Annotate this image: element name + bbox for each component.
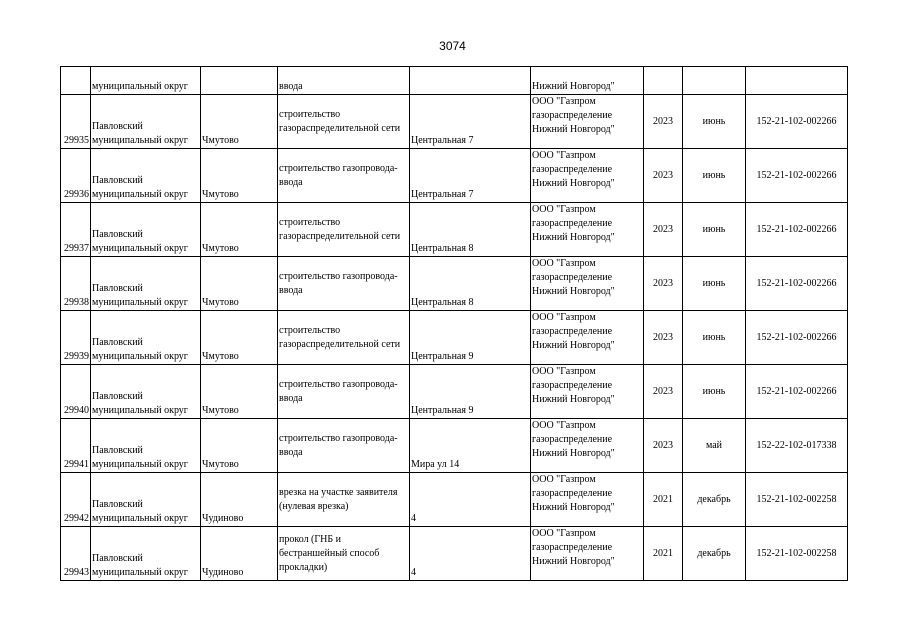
work-line: строительство <box>279 324 341 336</box>
cell-street: Центральная 7 <box>410 149 531 203</box>
table-row <box>61 311 848 365</box>
cell-village <box>201 67 278 95</box>
cell-street: Мира ул 14 <box>410 419 531 473</box>
work-line: строительство газопровода- <box>279 432 398 444</box>
org-line: Нижний Новгород" <box>532 394 615 405</box>
okrug-line: муниципальный округ <box>92 405 188 416</box>
cell-work <box>278 149 410 203</box>
org-line: газораспределение <box>532 434 613 445</box>
cell-okrug <box>91 257 201 311</box>
cell-okrug <box>91 473 201 527</box>
org-line: Нижний Новгород" <box>532 340 615 351</box>
okrug-line: муниципальный округ <box>92 351 188 362</box>
cell-year: 2021 <box>644 527 683 581</box>
cell-street: Центральная 9 <box>410 311 531 365</box>
cell-org <box>531 419 644 473</box>
cell-village: Чудиново <box>201 527 278 581</box>
cell-okrug <box>91 527 201 581</box>
cell-num: 29938 <box>61 257 91 311</box>
cell-street <box>410 67 531 95</box>
cell-okrug <box>91 203 201 257</box>
org-line: газораспределение <box>532 542 613 553</box>
cell-month: декабрь <box>683 527 746 581</box>
table-row <box>61 419 848 473</box>
org-line: ООО "Газпром <box>532 204 596 215</box>
okrug-line: Павловский <box>92 229 143 240</box>
work-line: прокладки) <box>279 561 328 573</box>
org-line: ООО "Газпром <box>532 150 596 161</box>
cell-work: ввода <box>278 67 410 95</box>
org-line: газораспределение <box>532 164 613 175</box>
cell-work <box>278 473 410 527</box>
cell-code: 152-21-102-002266 <box>746 149 848 203</box>
work-line: газораспределительной сети <box>279 338 401 350</box>
cell-work <box>278 311 410 365</box>
cell-month: май <box>683 419 746 473</box>
work-line: строительство газопровода- <box>279 378 398 390</box>
cell-code: 152-21-102-002266 <box>746 365 848 419</box>
table-row <box>61 365 848 419</box>
okrug-line: Павловский <box>92 391 143 402</box>
org-line: Нижний Новгород" <box>532 232 615 243</box>
cell-village: Чмутово <box>201 365 278 419</box>
cell-work <box>278 419 410 473</box>
okrug-line: муниципальный округ <box>92 135 188 146</box>
cell-org <box>531 95 644 149</box>
cell-num: 29936 <box>61 149 91 203</box>
cell-month: июнь <box>683 257 746 311</box>
table-row <box>61 527 848 581</box>
cell-work <box>278 203 410 257</box>
cell-org <box>531 149 644 203</box>
org-line: ООО "Газпром <box>532 258 596 269</box>
cell-month: июнь <box>683 365 746 419</box>
org-line: ООО "Газпром <box>532 366 596 377</box>
cell-org <box>531 203 644 257</box>
cell-village: Чудиново <box>201 473 278 527</box>
cell-org: Нижний Новгород" <box>531 67 644 95</box>
table-row <box>61 257 848 311</box>
cell-street: Центральная 8 <box>410 257 531 311</box>
table-row <box>61 203 848 257</box>
cell-street: Центральная 7 <box>410 95 531 149</box>
org-line: Нижний Новгород" <box>532 448 615 459</box>
cell-month: июнь <box>683 311 746 365</box>
data-table <box>60 66 848 581</box>
cell-year: 2023 <box>644 95 683 149</box>
cell-okrug <box>91 311 201 365</box>
cell-month <box>683 67 746 95</box>
cell-okrug <box>91 149 201 203</box>
cell-org <box>531 527 644 581</box>
cell-village: Чмутово <box>201 311 278 365</box>
cell-year: 2021 <box>644 473 683 527</box>
org-line: ООО "Газпром <box>532 528 596 539</box>
okrug-line: муниципальный округ <box>92 513 188 524</box>
cell-org <box>531 257 644 311</box>
okrug-line: Павловский <box>92 121 143 132</box>
okrug-line: Павловский <box>92 499 143 510</box>
table-row <box>61 149 848 203</box>
cell-code: 152-21-102-002258 <box>746 527 848 581</box>
cell-num: 29939 <box>61 311 91 365</box>
okrug-line: Павловский <box>92 337 143 348</box>
cell-month: декабрь <box>683 473 746 527</box>
work-line: прокол (ГНБ и <box>279 533 341 545</box>
cell-num: 29940 <box>61 365 91 419</box>
work-line: врезка на участке заявителя <box>279 486 398 498</box>
cell-num: 29941 <box>61 419 91 473</box>
org-line: газораспределение <box>532 272 613 283</box>
cell-year: 2023 <box>644 257 683 311</box>
okrug-line: Павловский <box>92 445 143 456</box>
org-line: газораспределение <box>532 326 613 337</box>
cell-num: 29937 <box>61 203 91 257</box>
cell-street: 4 <box>410 527 531 581</box>
page-number: 3074 <box>439 39 466 53</box>
org-line: газораспределение <box>532 380 613 391</box>
cell-okrug <box>91 419 201 473</box>
org-line: газораспределение <box>532 218 613 229</box>
cell-num: 29942 <box>61 473 91 527</box>
work-line: ввода <box>279 446 303 458</box>
cell-year: 2023 <box>644 311 683 365</box>
cell-okrug <box>91 365 201 419</box>
cell-code <box>746 67 848 95</box>
cell-work <box>278 365 410 419</box>
work-line: газораспределительной сети <box>279 122 401 134</box>
cell-work <box>278 527 410 581</box>
org-line: ООО "Газпром <box>532 474 596 485</box>
work-line: бестраншейный способ <box>279 547 380 559</box>
cell-month: июнь <box>683 203 746 257</box>
cell-year: 2023 <box>644 419 683 473</box>
org-line: ООО "Газпром <box>532 96 596 107</box>
cell-okrug <box>91 95 201 149</box>
okrug-line: муниципальный округ <box>92 189 188 200</box>
work-line: ввода <box>279 392 303 404</box>
cell-org <box>531 311 644 365</box>
cell-code: 152-22-102-017338 <box>746 419 848 473</box>
cell-year: 2023 <box>644 149 683 203</box>
work-line: строительство газопровода- <box>279 270 398 282</box>
cell-year: 2023 <box>644 365 683 419</box>
okrug-line: муниципальный округ <box>92 567 188 578</box>
org-line: газораспределение <box>532 110 613 121</box>
cell-year: 2023 <box>644 203 683 257</box>
cell-work <box>278 257 410 311</box>
cell-month: июнь <box>683 149 746 203</box>
org-line: Нижний Новгород" <box>532 502 615 513</box>
cell-code: 152-21-102-002266 <box>746 95 848 149</box>
table-row-continuation <box>61 67 848 95</box>
okrug-line: муниципальный округ <box>92 243 188 254</box>
cell-street: Центральная 8 <box>410 203 531 257</box>
work-line: газораспределительной сети <box>279 230 401 242</box>
okrug-line: муниципальный округ <box>92 459 188 470</box>
cell-village: Чмутово <box>201 419 278 473</box>
cell-work <box>278 95 410 149</box>
cell-num: 29935 <box>61 95 91 149</box>
table-row <box>61 473 848 527</box>
work-line: ввода <box>279 176 303 188</box>
org-line: Нижний Новгород" <box>532 556 615 567</box>
org-line: ООО "Газпром <box>532 420 596 431</box>
cell-code: 152-21-102-002266 <box>746 203 848 257</box>
cell-village: Чмутово <box>201 149 278 203</box>
okrug-line: Павловский <box>92 175 143 186</box>
cell-village: Чмутово <box>201 95 278 149</box>
cell-num: 29943 <box>61 527 91 581</box>
work-line: строительство газопровода- <box>279 162 398 174</box>
cell-village: Чмутово <box>201 257 278 311</box>
okrug-line: Павловский <box>92 283 143 294</box>
work-line: строительство <box>279 108 341 120</box>
cell-year <box>644 67 683 95</box>
work-line: (нулевая врезка) <box>279 500 349 512</box>
work-line: строительство <box>279 216 341 228</box>
cell-org <box>531 365 644 419</box>
okrug-line: муниципальный округ <box>92 297 188 308</box>
table-row <box>61 95 848 149</box>
cell-village: Чмутово <box>201 203 278 257</box>
cell-code: 152-21-102-002266 <box>746 311 848 365</box>
cell-num <box>61 67 91 95</box>
cell-street: Центральная 9 <box>410 365 531 419</box>
cell-street: 4 <box>410 473 531 527</box>
org-line: ООО "Газпром <box>532 312 596 323</box>
org-line: Нижний Новгород" <box>532 124 615 135</box>
cell-month: июнь <box>683 95 746 149</box>
cell-org <box>531 473 644 527</box>
cell-code: 152-21-102-002266 <box>746 257 848 311</box>
org-line: Нижний Новгород" <box>532 286 615 297</box>
org-line: Нижний Новгород" <box>532 178 615 189</box>
cell-code: 152-21-102-002258 <box>746 473 848 527</box>
okrug-line: Павловский <box>92 553 143 564</box>
work-line: ввода <box>279 284 303 296</box>
org-line: газораспределение <box>532 488 613 499</box>
cell-okrug: муниципальный округ <box>91 67 201 95</box>
